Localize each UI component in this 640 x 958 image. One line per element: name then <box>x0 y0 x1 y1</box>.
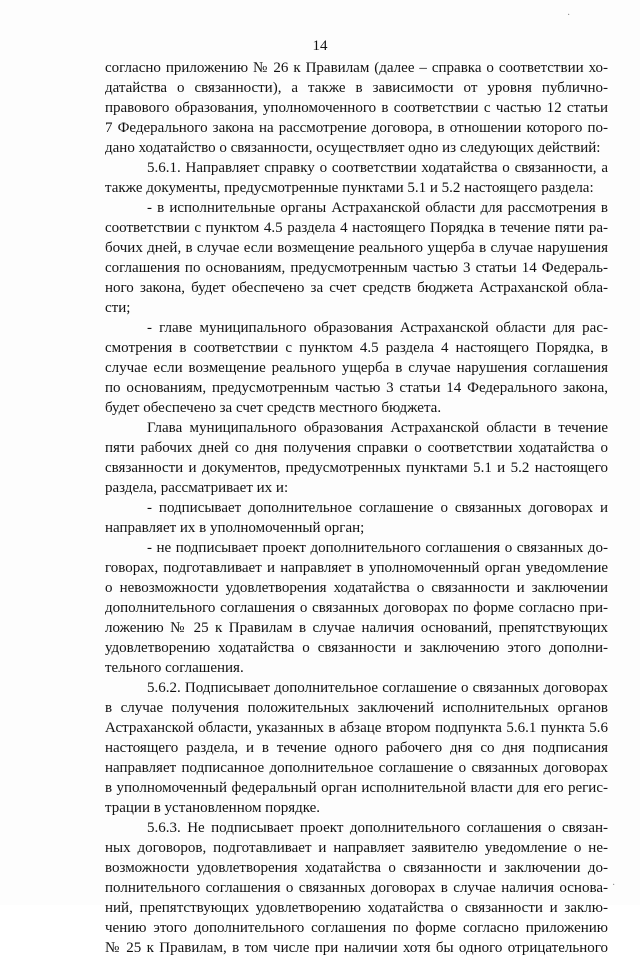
text-line: направляет подписанное дополнительное соглашение о связанных договорах <box>105 760 608 776</box>
document-body <box>105 58 608 958</box>
text-line: также документы, предусмотренные пунктами 5.1 и 5.2 настоящего раздела: <box>105 180 594 196</box>
text-line: в случае получения положительных заключений исполнительных органов <box>105 700 608 716</box>
text-line: тельного соглашения. <box>105 660 244 676</box>
text-line: будет обеспечено за счет средств местного бюджета. <box>105 400 442 416</box>
text-line: по основаниям, предусмотренным частью 3 статьи 14 Федерального закона, <box>105 380 608 396</box>
scan-mark: · <box>567 10 571 21</box>
text-line: соответствии с пунктом 4.5 раздела 4 настоящего Порядка в течение пяти ра- <box>105 220 608 236</box>
page-number: 14 <box>312 38 328 54</box>
text-line: соглашения по основаниям, предусмотренным частью 3 статьи 14 Федераль- <box>105 260 608 276</box>
text-line: раздела, рассматривает их и: <box>105 480 289 496</box>
text-line: правового образования, уполномоченного в соответствии с частью 12 статьи <box>105 100 608 116</box>
text-line: о невозможности удовлетворения ходатайства о связанности и заключении <box>105 580 608 596</box>
text-line: 5.6.2. Подписывает дополнительное соглашение о связанных договорах <box>147 680 608 696</box>
text-line: направляет их в уполномоченный орган; <box>105 520 365 536</box>
text-line: сти; <box>105 300 131 316</box>
text-line: ний, препятствующих удовлетворению ходатайства о связанности и заклю- <box>105 900 608 916</box>
text-line: чению этого дополнительного соглашения по форме согласно приложению <box>105 920 608 936</box>
text-line: удовлетворению ходатайства о связанности и заключению этого дополни- <box>105 640 608 656</box>
text-line: 5.6.3. Не подписывает проект дополнительного соглашения о связан- <box>147 820 608 836</box>
text-line: 5.6.1. Направляет справку о соответствии ходатайства о связанности, а <box>147 160 608 176</box>
text-line: 7 Федерального закона на рассмотрение договора, в отношении которого по- <box>105 120 608 136</box>
text-line: № 25 к Правилам, в том числе при наличии хотя бы одного отрицательного <box>105 940 608 956</box>
text-line: Глава муниципального образования Астраханской области в течение <box>147 420 608 436</box>
text-line: настоящего раздела, и в течение одного рабочего дня со дня подписания <box>105 740 608 756</box>
text-line: полнительного соглашения о связанных договорах в случае наличия основа- <box>105 880 608 896</box>
text-line: трации в установленном порядке. <box>105 800 321 816</box>
text-line: - главе муниципального образования Астраханской области для рас- <box>147 320 608 336</box>
text-line: пяти рабочих дней со дня получения справки о соответствии ходатайства о <box>105 440 608 456</box>
text-line: дано ходатайство о связанности, осуществляет одно из следующих действий: <box>105 140 601 156</box>
text-line: бочих дней, в случае если возмещение реального ущерба в случае нарушения <box>105 240 608 256</box>
text-line: смотрения в соответствии с пунктом 4.5 раздела 4 настоящего Порядка, в <box>105 340 608 356</box>
text-line: Астраханской области, указанных в абзаце втором подпункта 5.6.1 пункта 5.6 <box>105 720 608 736</box>
scan-mark: · <box>612 880 616 891</box>
text-line: связанности и документов, предусмотренных пунктами 5.1 и 5.2 настоящего <box>105 460 608 476</box>
text-line: - в исполнительные органы Астраханской области для рассмотрения в <box>147 200 608 216</box>
text-line: возможности удовлетворения ходатайства о связанности и заключении до- <box>105 860 608 876</box>
text-line: в уполномоченный федеральный орган исполнительной власти для его регис- <box>105 780 608 796</box>
text-line: ложению № 25 к Правилам в случае наличия оснований, препятствующих <box>105 620 608 636</box>
text-line: ного закона, будет обеспечено за счет средств бюджета Астраханской обла- <box>105 280 608 296</box>
text-line: случае если возмещение реального ущерба в случае нарушения соглашения <box>105 360 608 376</box>
text-line: - подписывает дополнительное соглашение о связанных договорах и <box>147 500 608 516</box>
text-line: ных договоров, подготавливает и направляет заявителю уведомление о не- <box>105 840 608 856</box>
text-line: согласно приложению № 26 к Правилам (далее – справка о соответствии хо- <box>105 60 608 76</box>
text-line: дополнительного соглашения о связанных договорах по форме согласно при- <box>105 600 608 616</box>
text-line: говорах, подготавливает и направляет в уполномоченный орган уведомление <box>105 560 608 576</box>
text-line: датайства о связанности), а также в зависимости от уровня публично- <box>105 80 608 96</box>
text-line: - не подписывает проект дополнительного соглашения о связанных до- <box>147 540 608 556</box>
